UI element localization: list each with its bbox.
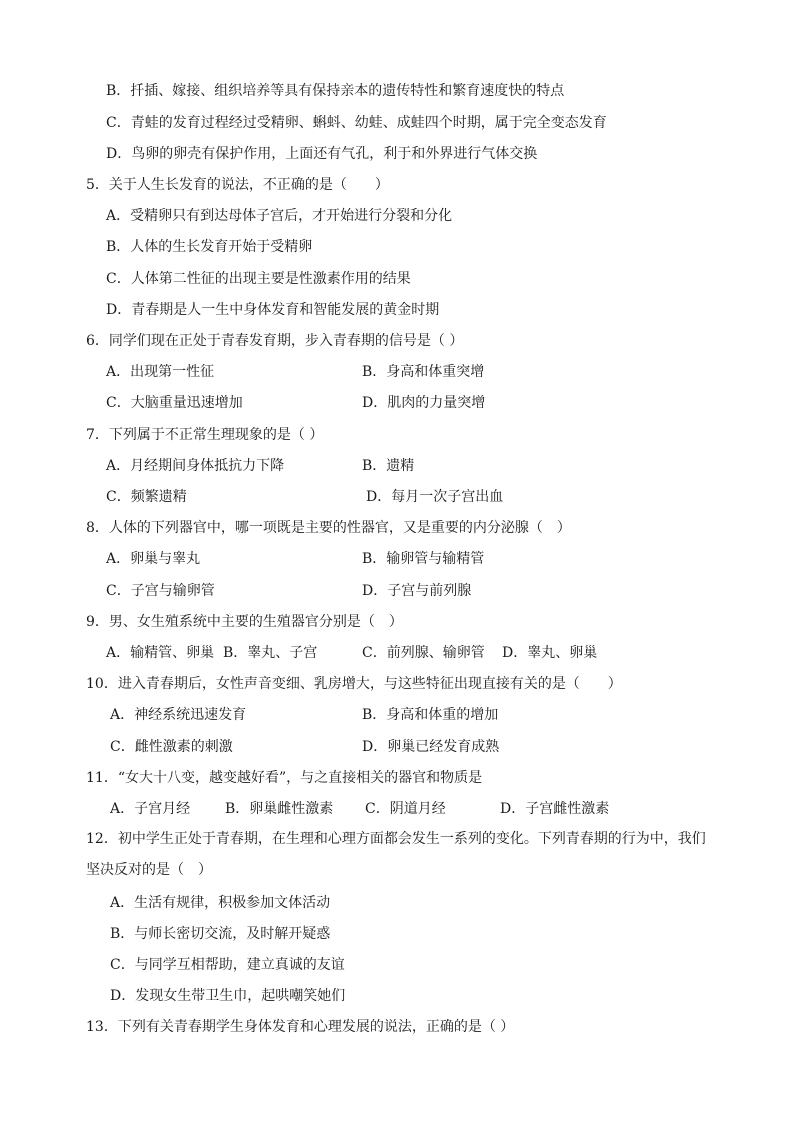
q7-option-a: A．月经期间身体抵抗力下降 — [106, 458, 285, 474]
q11-option-d: D．子宫雌性激素 — [500, 801, 610, 817]
q10-option-c: C．雌性激素的刺激 — [110, 739, 233, 755]
q9-stem: 9．男、女生殖系统中主要的生殖器官分别是（ ） — [86, 614, 403, 630]
q9-option-a: A．输精管、卵巢 — [106, 645, 215, 661]
q7-option-d: D．每月一次子宫出血 — [366, 489, 504, 505]
q5-option-d: D．青春期是人一生中身体发育和智能发展的黄金时期 — [106, 302, 440, 318]
q8-option-c: C．子宫与输卵管 — [106, 583, 215, 599]
q12-stem: 12．初中学生正处于青春期，在生理和心理方面都会发生一系列的变化。下列青春期的行为中，我们坚决反对的是（ ） — [86, 831, 706, 878]
q11-stem: 11．“女大十八变，越变越好看”，与之直接相关的器官和物质是 — [86, 770, 483, 786]
q6-option-b: B．身高和体重突增 — [362, 364, 485, 380]
q12-option-a: A．生活有规律，积极参加文体活动 — [110, 895, 331, 911]
q9-option-c: C．前列腺、输卵管 — [362, 645, 485, 661]
q12-option-c: C．与同学互相帮助，建立真诚的友谊 — [110, 957, 345, 973]
q8-option-a: A．卵巢与睾丸 — [106, 551, 201, 567]
q8-option-d: D．子宫与前列腺 — [362, 583, 472, 599]
q11-option-b: B．卵巢雌性激素 — [225, 801, 334, 817]
q5-option-a: A．受精卵只有到达母体子宫后，才开始进行分裂和分化 — [106, 208, 453, 224]
q9-option-d: D．睾丸、卵巢 — [502, 645, 598, 661]
q4-option-c: C．青蛙的发育过程经过受精卵、蝌蚪、幼蛙、成蛙四个时期，属于完全变态发育 — [106, 115, 607, 131]
q10-option-a: A．神经系统迅速发育 — [110, 707, 247, 723]
q10-option-d: D．卵巢已经发育成熟 — [362, 739, 500, 755]
q11-option-a: A．子宫月经 — [110, 801, 191, 817]
q4-option-b: B．扦插、嫁接、组织培养等具有保持亲本的遗传特性和繁育速度快的特点 — [106, 83, 565, 99]
q5-stem: 5．关于人生长发育的说法，不正确的是（ ） — [86, 177, 389, 193]
q6-option-d: D．肌肉的力量突增 — [362, 395, 486, 411]
q7-stem: 7．下列属于不正常生理现象的是（ ） — [86, 427, 324, 443]
q13-stem: 13．下列有关青春期学生身体发育和心理发展的说法，正确的是（ ） — [86, 1019, 515, 1035]
q12-option-b: B．与师长密切交流，及时解开疑惑 — [110, 926, 331, 942]
q10-stem: 10．进入青春期后，女性声音变细、乳房增大，与这些特征出现直接有关的是（ ） — [86, 676, 622, 692]
q6-stem: 6．同学们现在正处于青春发育期，步入青春期的信号是（ ） — [86, 333, 464, 349]
q7-option-b: B．遗精 — [362, 458, 415, 474]
q5-option-b: B．人体的生长发育开始于受精卵 — [106, 239, 313, 255]
q6-option-c: C．大脑重量迅速增加 — [106, 395, 243, 411]
q9-option-b: B．睾丸、子宫 — [223, 645, 318, 661]
q12-option-d: D．发现女生带卫生巾，起哄嘲笑她们 — [110, 988, 346, 1004]
q11-option-c: C．阴道月经 — [365, 801, 446, 817]
q8-option-b: B．输卵管与输精管 — [362, 551, 485, 567]
q7-option-c: C．频繁遗精 — [106, 489, 187, 505]
q5-option-c: C．人体第二性征的出现主要是性激素作用的结果 — [106, 271, 411, 287]
q4-option-d: D．鸟卵的卵壳有保护作用，上面还有气孔，利于和外界进行气体交换 — [106, 146, 538, 162]
q6-option-a: A．出现第一性征 — [106, 364, 215, 380]
q10-option-b: B．身高和体重的增加 — [362, 707, 499, 723]
q8-stem: 8．人体的下列器官中，哪一项既是主要的性器官，又是重要的内分泌腺（ ） — [86, 520, 571, 536]
